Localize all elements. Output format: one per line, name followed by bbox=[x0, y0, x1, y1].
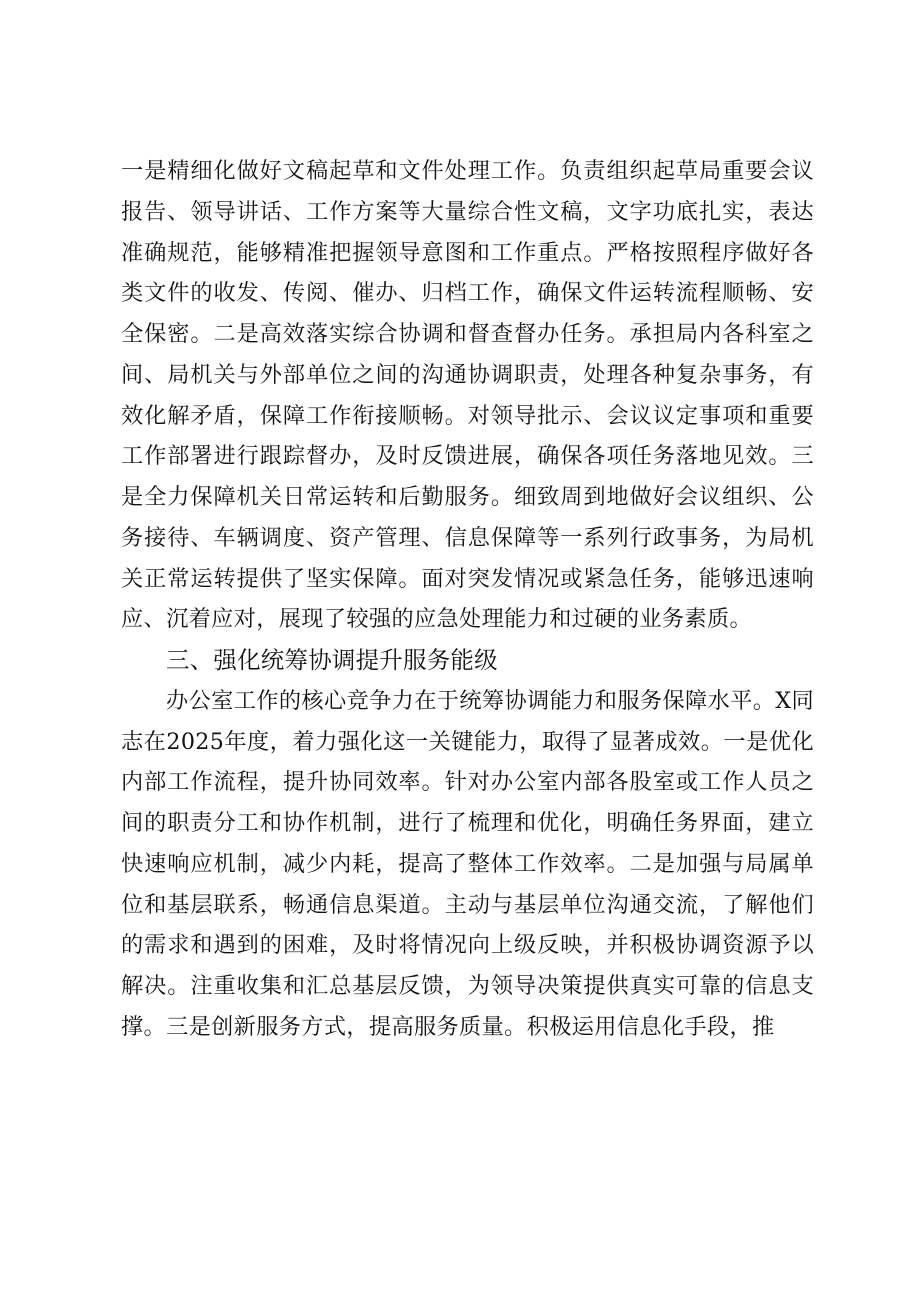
body-paragraph-2: 办公室工作的核心竞争力在于统筹协调能力和服务保障水平。X同志在2025年度，着力强化这一关键能力，取得了显著成效。一是优化内部工作流程，提升协同效率。针对办公室内部各股室或工作人员之间的职责分工和协作机制，进行了梳理和优化，明确任务界面，建立快速响应机制，减少内耗，提高了整体工作效率。二是加强与局属单位和基层联系，畅通信息渠道。主动与基层单位沟通交流，了解他们的需求和遇到的困难，及时将情况向上级反映，并积极协调资源予以解决。注重收集和汇总基层反馈，为领导决策提供真实可靠的信息支撑。三是创新服务方式，提高服务质量。积极运用信息化手段，推 bbox=[121, 687, 814, 1040]
body-paragraph-1: 一是精细化做好文稿起草和文件处理工作。负责组织起草局重要会议报告、领导讲话、工作方案等大量综合性文稿，文字功底扎实，表达准确规范，能够精准把握领导意图和工作重点。严格按照程序做好各类文件的收发、传阅、催办、归档工作，确保文件运转流程顺畅、安全保密。二是高效落实综合协调和督查督办任务。承担局内各科室之间、局机关与外部单位之间的沟通协调职责，处理各种复杂事务，有效化解矛盾，保障工作衔接顺畅。对领导批示、会议议定事项和重要工作部署进行跟踪督办，及时反馈进展，确保各项任务落地见效。三是全力保障机关日常运转和后勤服务。细致周到地做好会议组织、公务接待、车辆调度、资产管理、信息保障等一系列行政事务，为局机关正常运转提供了坚实保障。面对突发情况或紧急任务，能够迅速响应、沉着应对，展现了较强的应急处理能力和过硬的业务素质。 bbox=[121, 158, 814, 633]
document-body bbox=[121, 151, 814, 1048]
section-heading-3: 三、强化统筹协调提升服务能级 bbox=[166, 646, 498, 674]
